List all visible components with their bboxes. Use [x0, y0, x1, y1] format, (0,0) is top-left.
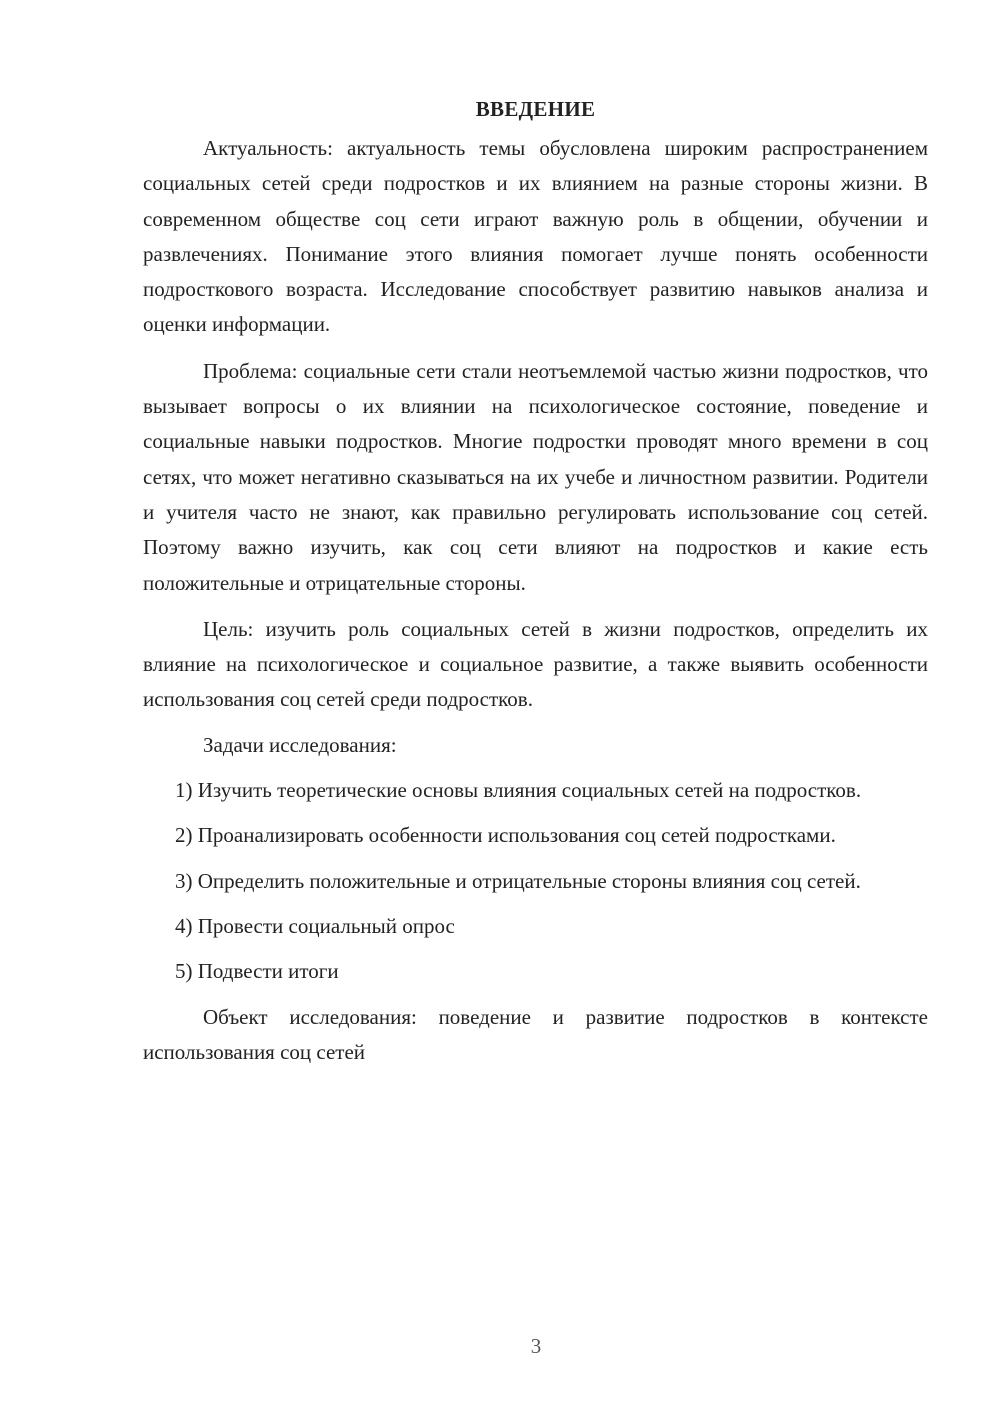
- task-item-4: 4) Провести социальный опрос: [175, 913, 455, 938]
- goal-paragraph: Цель: изучить роль социальных сетей в жизни подростков, определить их влияние на психологическое и социальное развитие, а также выявить особенности использования соц сетей среди подростков.: [143, 616, 928, 712]
- task-item-5: 5) Подвести итоги: [175, 959, 339, 984]
- section-title: ВВЕДЕНИЕ: [475, 97, 596, 121]
- task-item-2: 2) Проанализировать особенности использования соц сетей подростками.: [175, 823, 836, 848]
- tasks-heading: Задачи исследования:: [203, 732, 397, 757]
- problem-paragraph: Проблема: социальные сети стали неотъемлемой частью жизни подростков, что вызывает вопросы о их влиянии на психологическое состояние, поведение и социальные навыки подростков. Многие подростки проводят много времени в соц сетях, что может негативно сказываться на их учебе и личностном развитии. Родители и учителя часто не знают, как правильно регулировать использование соц сетей. Поэтому важно изучить, как соц сети влияют на подростков и какие есть положительные и отрицательные стороны.: [143, 358, 928, 595]
- relevance-paragraph: Актуальность: актуальность темы обусловлена широким распространением социальных сетей среди подростков и их влиянием на разные стороны жизни. В современном обществе соц сети играют важную роль в общении, обучении и развлечениях. Понимание этого влияния помогает лучше понять особенности подросткового возраста. Исследование способствует развитию навыков анализа и оценки информации.: [143, 136, 928, 337]
- task-item-3: 3) Определить положительные и отрицательные стороны влияния соц сетей.: [175, 868, 861, 893]
- task-item-1: 1) Изучить теоретические основы влияния социальных сетей на подростков.: [175, 778, 862, 803]
- object-paragraph: Объект исследования: поведение и развитие подростков в контексте использования соц сетей: [143, 1004, 928, 1064]
- document-page: [143, 92, 928, 1070]
- page-number: 3: [530, 1334, 542, 1358]
